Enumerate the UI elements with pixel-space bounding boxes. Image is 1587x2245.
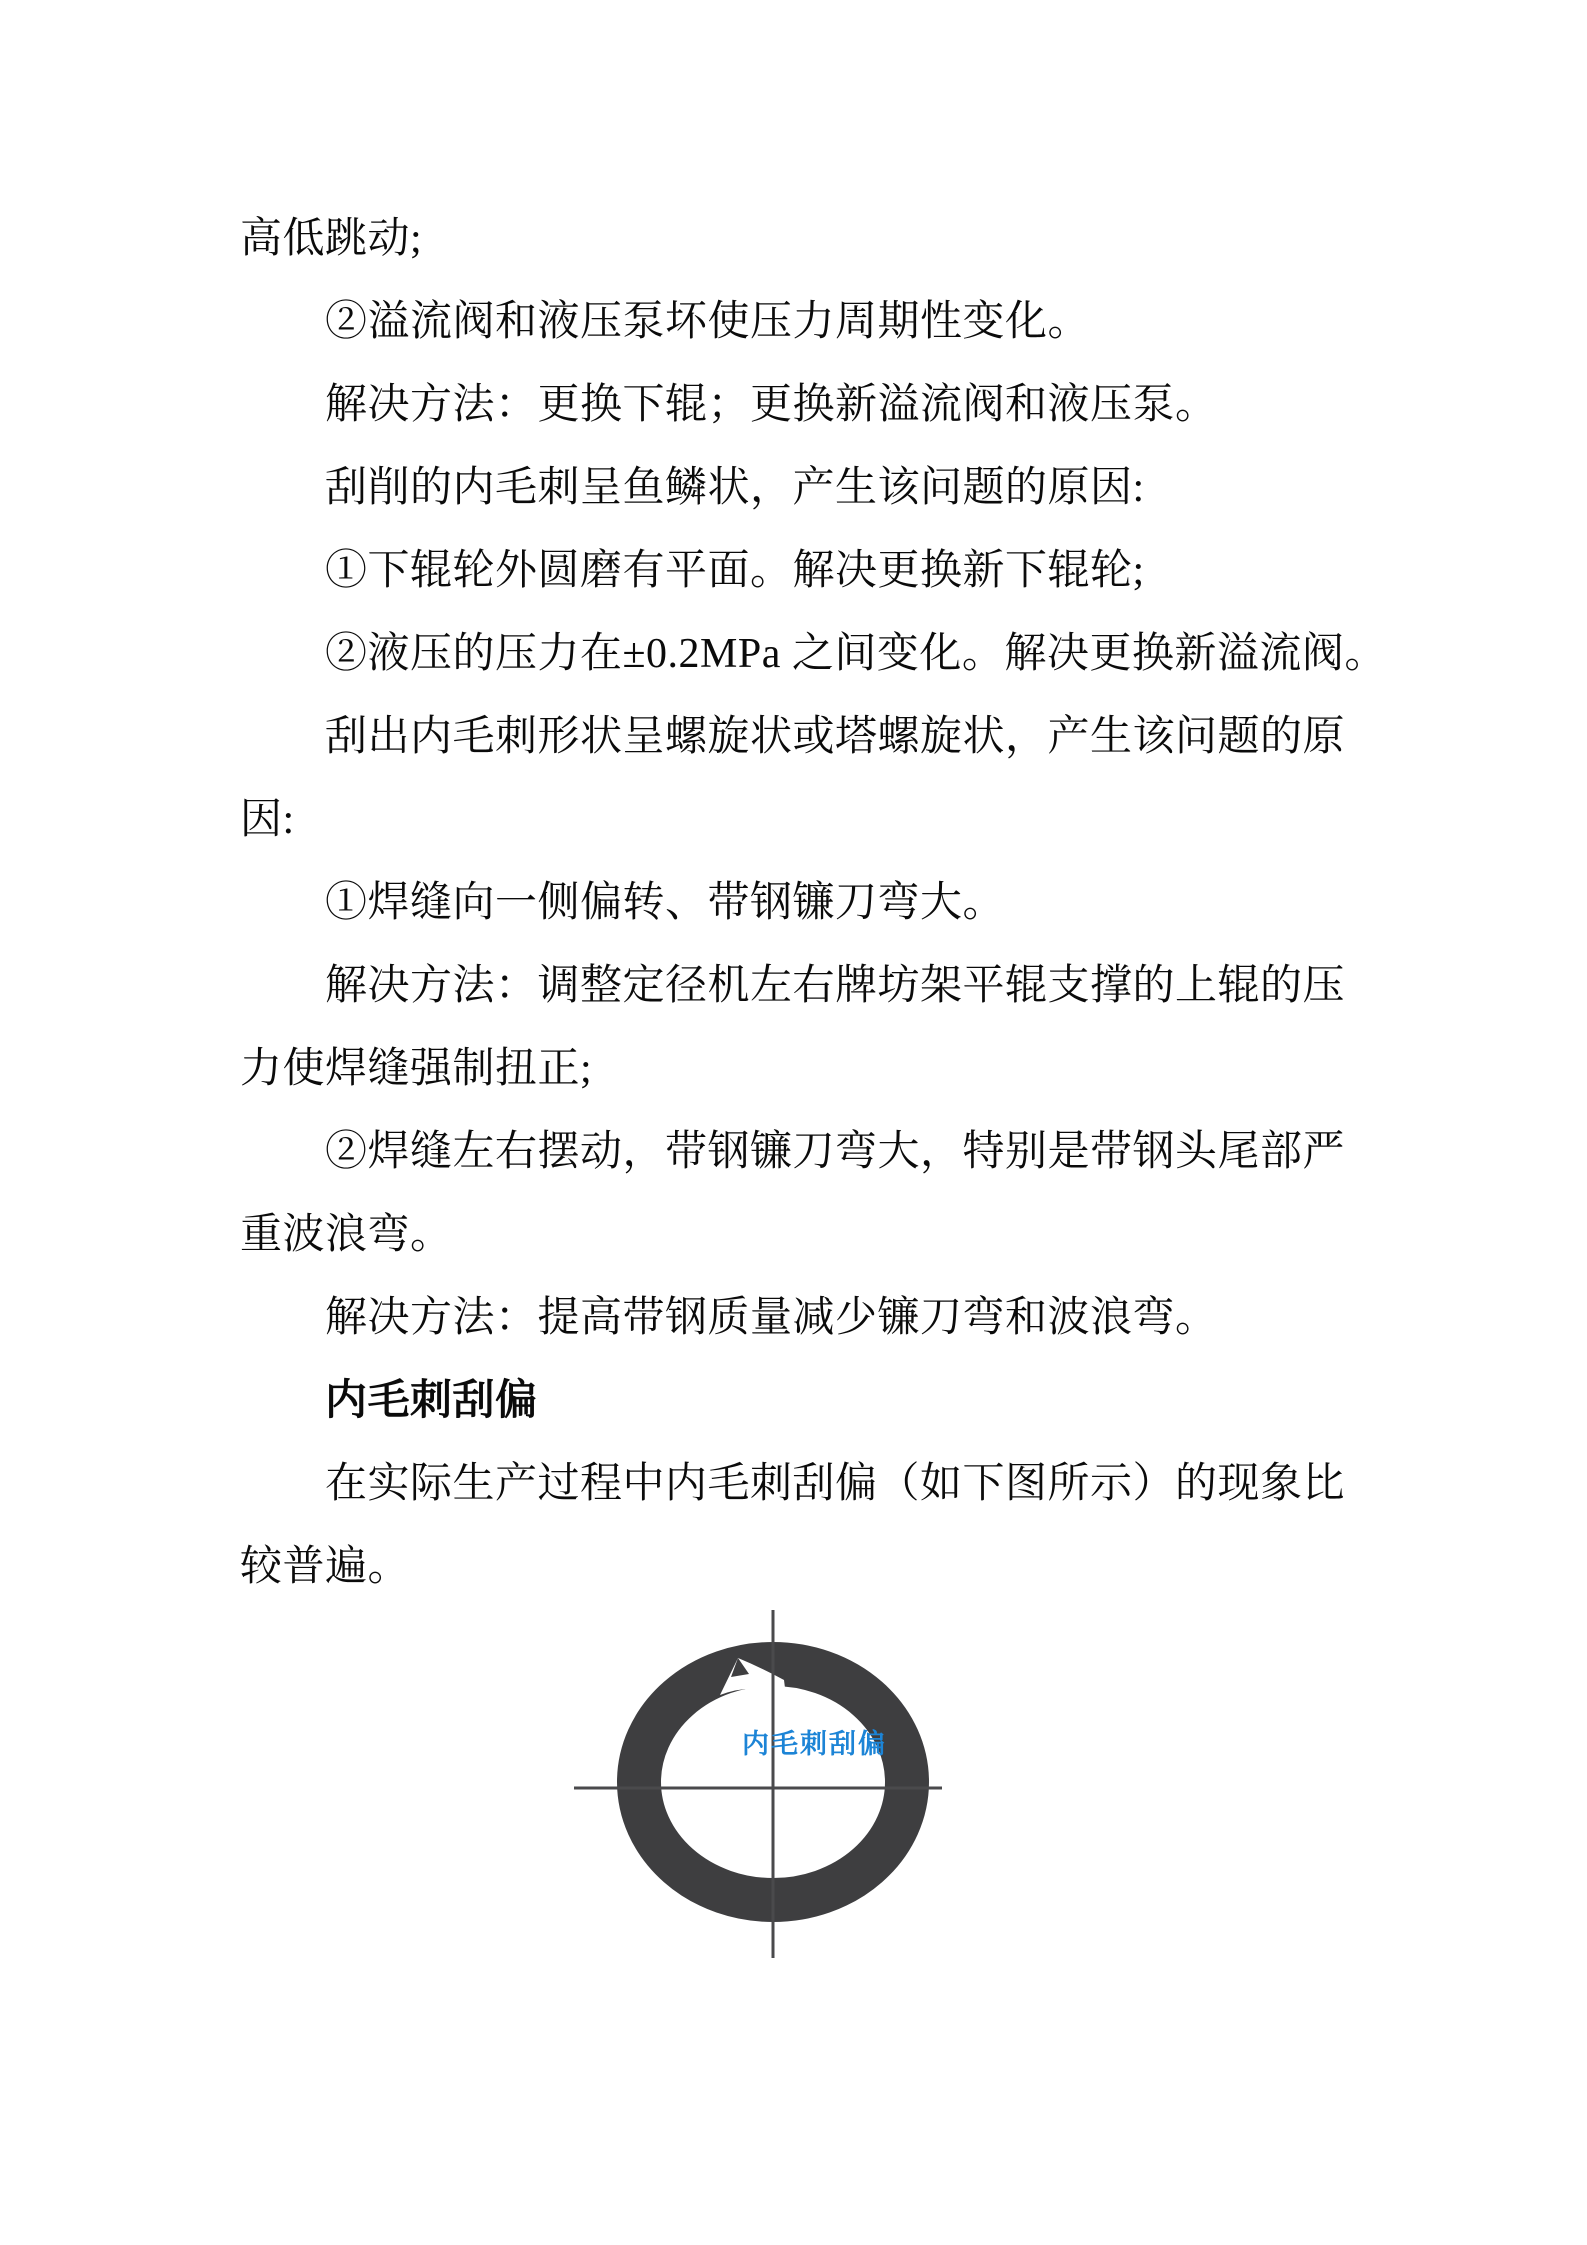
paragraph-line: ②液压的压力在±0.2MPa 之间变化。解决更换新溢流阀。 [325,631,1387,677]
paragraph-line: 重波浪弯。 [240,1212,453,1258]
paragraph-line: 较普遍。 [240,1544,411,1590]
paragraph-line: 高低跳动; [240,216,423,262]
paragraph-line: 解决方法：提高带钢质量减少镰刀弯和波浪弯。 [325,1295,1218,1341]
paragraph-line: ①焊缝向一侧偏转、带钢镰刀弯大。 [325,880,1006,926]
paragraph-line: 因: [240,797,295,843]
section-heading: 内毛刺刮偏 [325,1378,538,1424]
paragraph-line: 在实际生产过程中内毛刺刮偏（如下图所示）的现象比 [325,1461,1346,1507]
paragraph-line: 解决方法：更换下辊；更换新溢流阀和液压泵。 [325,382,1218,428]
paragraph-line: ②溢流阀和液压泵坏使压力周期性变化。 [325,299,1091,345]
diagram-label: 内毛刺刮偏 [742,1729,887,1759]
paragraph-line: ①下辊轮外圆磨有平面。解决更换新下辊轮; [325,548,1145,594]
paragraph-line: 刮出内毛刺形状呈螺旋状或塔螺旋状，产生该问题的原 [325,714,1346,760]
paragraph-line: 力使焊缝强制扭正; [240,1046,593,1092]
paragraph-line: ②焊缝左右摆动，带钢镰刀弯大，特别是带钢头尾部严 [325,1129,1346,1175]
pipe-cross-section-figure [570,1600,980,1970]
text-block [240,198,1387,1609]
paragraph-line: 解决方法：调整定径机左右牌坊架平辊支撑的上辊的压 [325,963,1346,1009]
paragraph-line: 刮削的内毛刺呈鱼鳞状，产生该问题的原因: [325,465,1145,511]
